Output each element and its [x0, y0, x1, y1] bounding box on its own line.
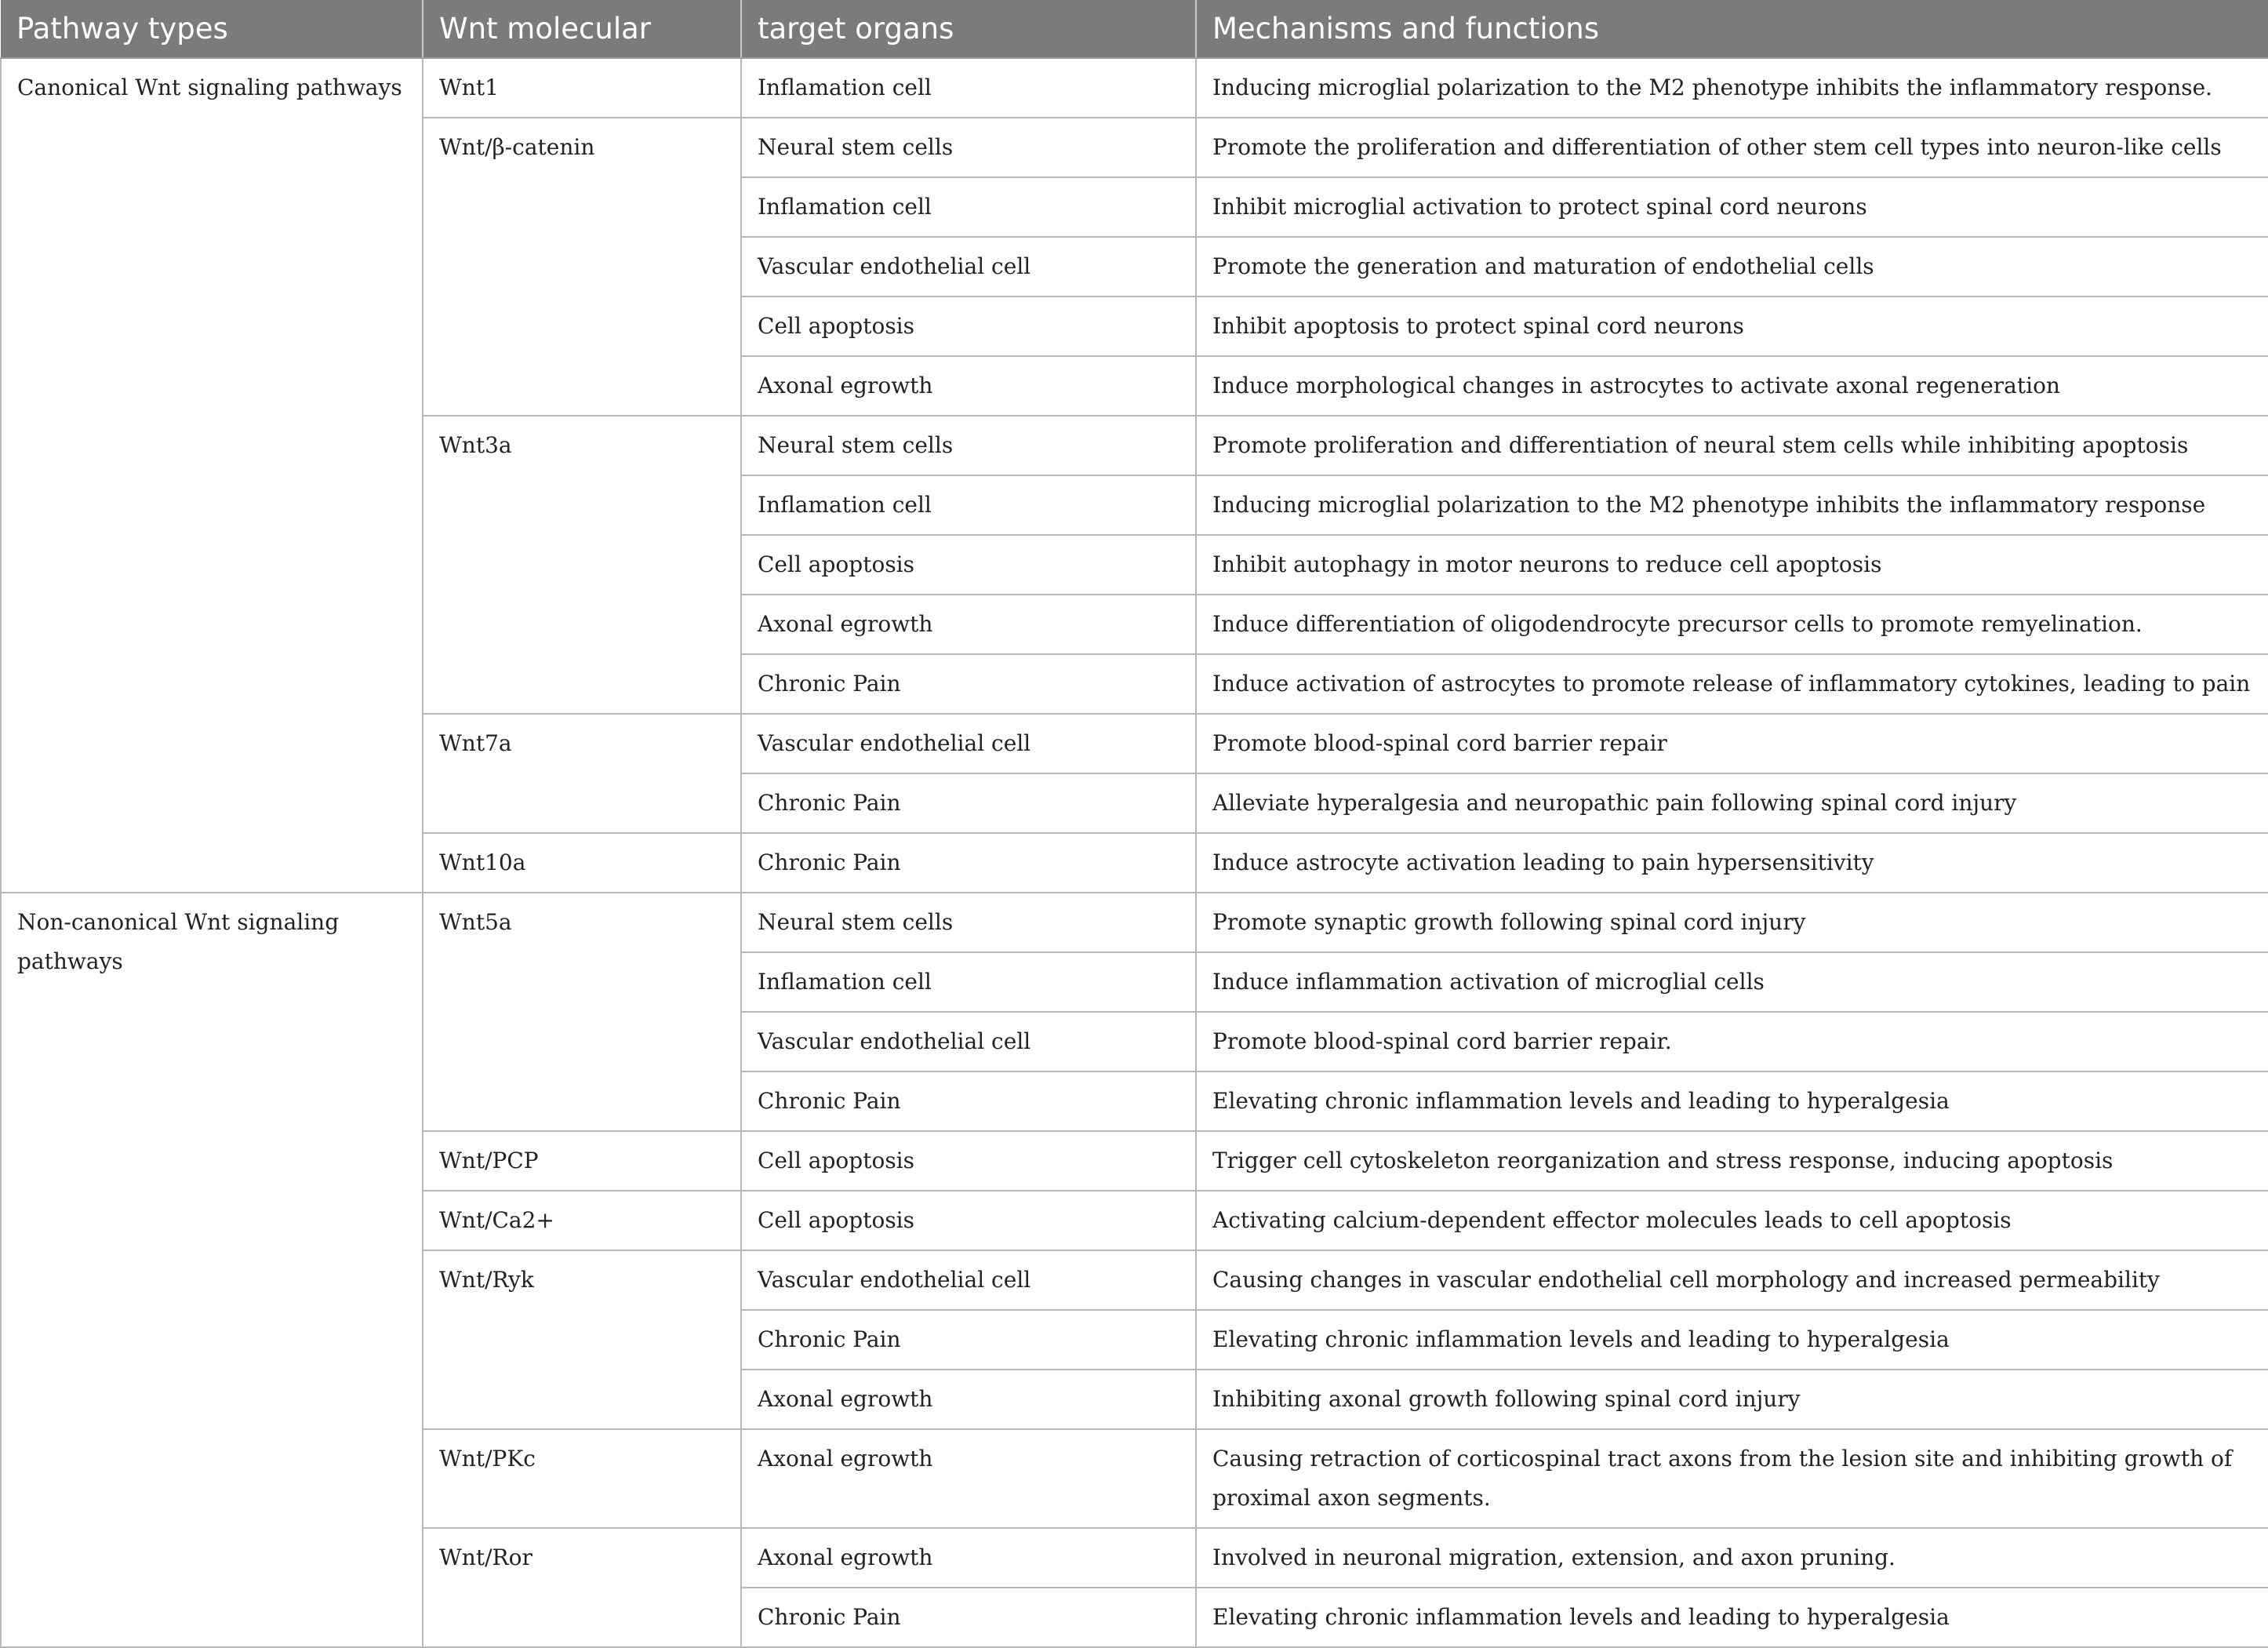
target-organ-cell: Cell apoptosis — [741, 296, 1196, 356]
target-organ-cell: Axonal egrowth — [741, 595, 1196, 654]
target-organ-cell: Vascular endothelial cell — [741, 714, 1196, 773]
wnt-molecule-cell: Wnt/Ca2+ — [423, 1191, 741, 1250]
wnt-molecule-cell: Wnt/β-catenin — [423, 118, 741, 416]
mechanism-cell: Inducing microglial polarization to the M2 phenotype inhibits the inflammatory response. — [1196, 58, 2268, 118]
mechanism-cell: Inhibit microglial activation to protect spinal cord neurons — [1196, 177, 2268, 237]
target-organ-cell: Cell apoptosis — [741, 1131, 1196, 1191]
pathway-type-cell: Canonical Wnt signaling pathways — [1, 58, 423, 893]
wnt-molecule-cell: Wnt/Ror — [423, 1528, 741, 1647]
wnt-molecule-cell: Wnt10a — [423, 833, 741, 893]
mechanism-cell: Promote blood-spinal cord barrier repair — [1196, 714, 2268, 773]
wnt-molecule-cell: Wnt1 — [423, 58, 741, 118]
target-organ-cell: Axonal egrowth — [741, 356, 1196, 416]
mechanism-cell: Inhibiting axonal growth following spinal cord injury — [1196, 1370, 2268, 1429]
target-organ-cell: Vascular endothelial cell — [741, 1012, 1196, 1071]
wnt-molecule-cell: Wnt7a — [423, 714, 741, 833]
header-pathway-types: Pathway types — [1, 0, 423, 58]
target-organ-cell: Inflamation cell — [741, 58, 1196, 118]
wnt-molecule-cell: Wnt5a — [423, 893, 741, 1131]
mechanism-cell: Activating calcium-dependent effector molecules leads to cell apoptosis — [1196, 1191, 2268, 1250]
wnt-molecule-cell: Wnt3a — [423, 416, 741, 714]
mechanism-cell: Induce differentiation of oligodendrocyte precursor cells to promote remyelination. — [1196, 595, 2268, 654]
target-organ-cell: Inflamation cell — [741, 475, 1196, 535]
table-row — [1, 58, 2268, 118]
mechanism-cell: Causing retraction of corticospinal tract axons from the lesion site and inhibiting growth of proximal axon segments. — [1196, 1429, 2268, 1528]
wnt-molecule-cell: Wnt/PKc — [423, 1429, 741, 1528]
mechanism-cell: Inhibit apoptosis to protect spinal cord neurons — [1196, 296, 2268, 356]
mechanism-cell: Inducing microglial polarization to the M2 phenotype inhibits the inflammatory response — [1196, 475, 2268, 535]
mechanism-cell: Promote the generation and maturation of endothelial cells — [1196, 237, 2268, 296]
pathway-type-cell: Non-canonical Wnt signaling pathways — [1, 893, 423, 1647]
target-organ-cell: Neural stem cells — [741, 416, 1196, 475]
mechanism-cell: Induce astrocyte activation leading to pain hypersensitivity — [1196, 833, 2268, 893]
target-organ-cell: Inflamation cell — [741, 952, 1196, 1012]
mechanism-cell: Promote proliferation and differentiation of neural stem cells while inhibiting apoptosis — [1196, 416, 2268, 475]
mechanism-cell: Promote blood-spinal cord barrier repair. — [1196, 1012, 2268, 1071]
mechanism-cell: Induce inflammation activation of microglial cells — [1196, 952, 2268, 1012]
target-organ-cell: Chronic Pain — [741, 1071, 1196, 1131]
header-row — [1, 0, 2268, 58]
target-organ-cell: Neural stem cells — [741, 893, 1196, 952]
mechanism-cell: Causing changes in vascular endothelial cell morphology and increased permeability — [1196, 1250, 2268, 1310]
target-organ-cell: Chronic Pain — [741, 1310, 1196, 1370]
target-organ-cell: Axonal egrowth — [741, 1528, 1196, 1588]
header-wnt-molecular: Wnt molecular — [423, 0, 741, 58]
target-organ-cell: Neural stem cells — [741, 118, 1196, 177]
target-organ-cell: Cell apoptosis — [741, 535, 1196, 595]
mechanism-cell: Inhibit autophagy in motor neurons to reduce cell apoptosis — [1196, 535, 2268, 595]
wnt-molecule-cell: Wnt/Ryk — [423, 1250, 741, 1429]
target-organ-cell: Vascular endothelial cell — [741, 1250, 1196, 1310]
mechanism-cell: Promote synaptic growth following spinal cord injury — [1196, 893, 2268, 952]
target-organ-cell: Chronic Pain — [741, 773, 1196, 833]
target-organ-cell: Axonal egrowth — [741, 1370, 1196, 1429]
table-body — [1, 58, 2268, 1647]
wnt-molecule-cell: Wnt/PCP — [423, 1131, 741, 1191]
mechanism-cell: Trigger cell cytoskeleton reorganization and stress response, inducing apoptosis — [1196, 1131, 2268, 1191]
mechanism-cell: Alleviate hyperalgesia and neuropathic pain following spinal cord injury — [1196, 773, 2268, 833]
mechanism-cell: Elevating chronic inflammation levels and leading to hyperalgesia — [1196, 1071, 2268, 1131]
mechanism-cell: Involved in neuronal migration, extension, and axon pruning. — [1196, 1528, 2268, 1588]
target-organ-cell: Chronic Pain — [741, 654, 1196, 714]
mechanism-cell: Elevating chronic inflammation levels and leading to hyperalgesia — [1196, 1310, 2268, 1370]
mechanism-cell: Induce activation of astrocytes to promote release of inflammatory cytokines, leading to pain — [1196, 654, 2268, 714]
header-target-organs: target organs — [741, 0, 1196, 58]
target-organ-cell: Vascular endothelial cell — [741, 237, 1196, 296]
target-organ-cell: Chronic Pain — [741, 1588, 1196, 1647]
target-organ-cell: Cell apoptosis — [741, 1191, 1196, 1250]
header-mechanisms: Mechanisms and functions — [1196, 0, 2268, 58]
mechanism-cell: Induce morphological changes in astrocytes to activate axonal regeneration — [1196, 356, 2268, 416]
target-organ-cell: Inflamation cell — [741, 177, 1196, 237]
target-organ-cell: Chronic Pain — [741, 833, 1196, 893]
mechanism-cell: Elevating chronic inflammation levels and leading to hyperalgesia — [1196, 1588, 2268, 1647]
mechanism-cell: Promote the proliferation and differentiation of other stem cell types into neuron-like cells — [1196, 118, 2268, 177]
target-organ-cell: Axonal egrowth — [741, 1429, 1196, 1528]
table-row — [1, 893, 2268, 952]
